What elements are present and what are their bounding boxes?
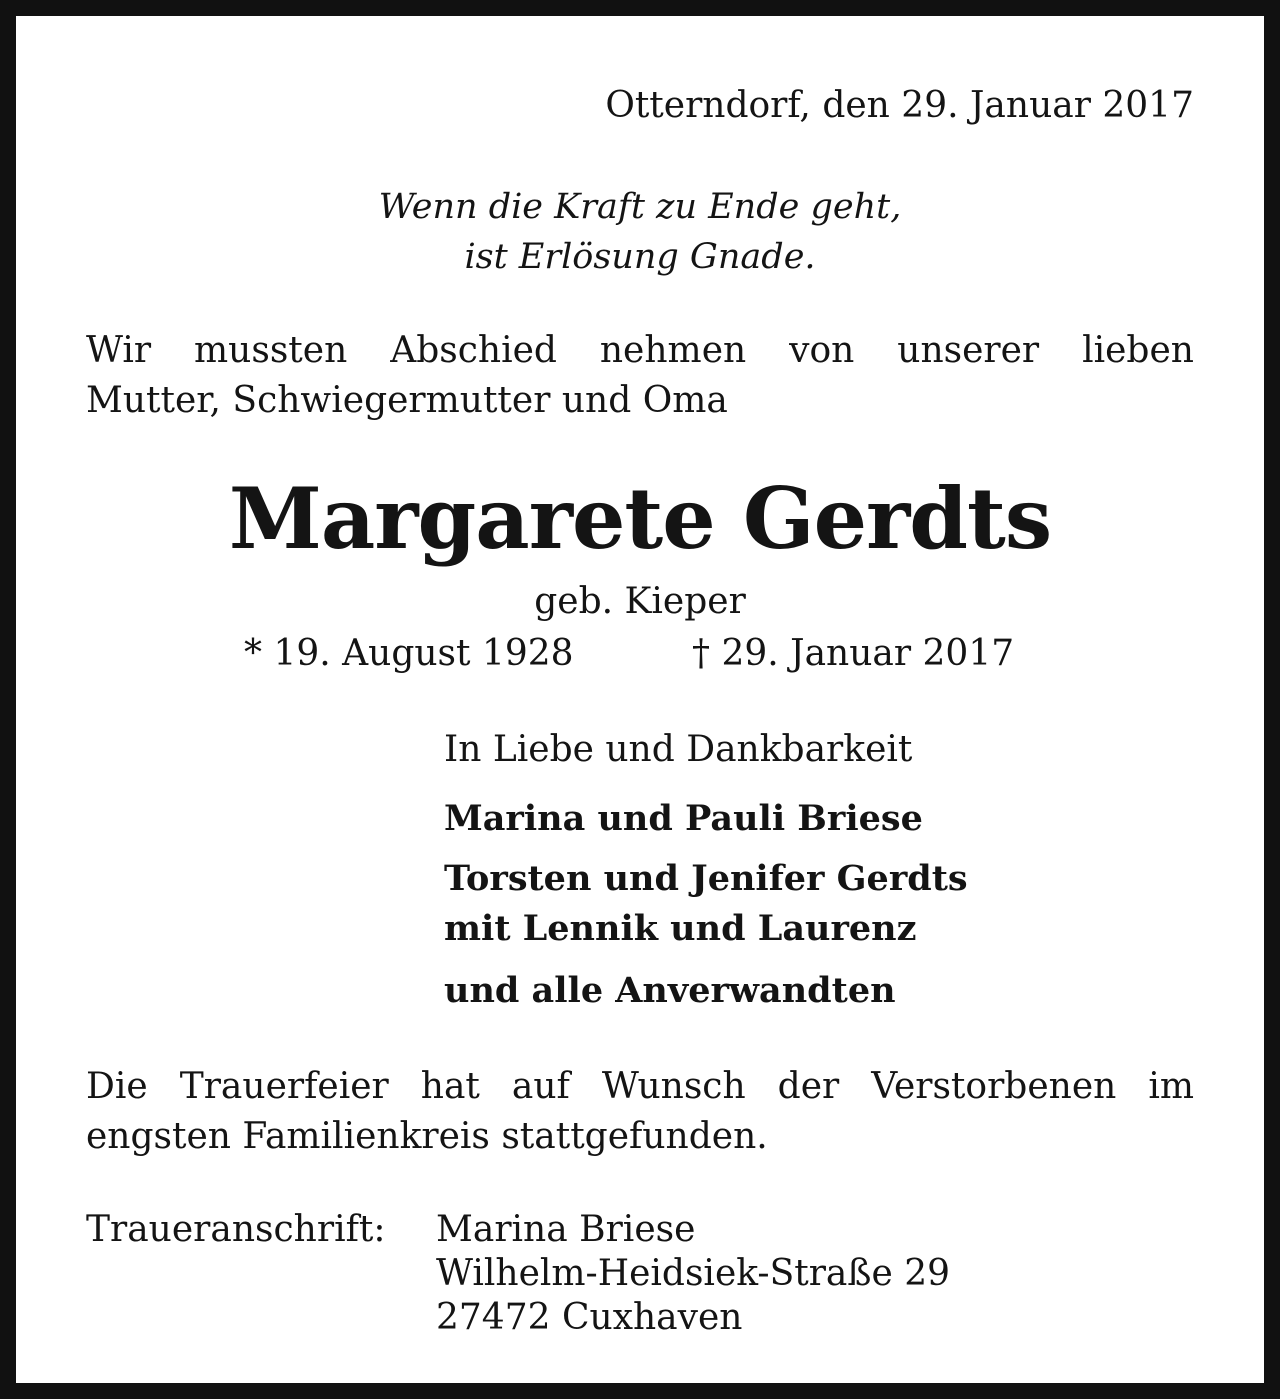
intro-word: Abschied <box>390 330 557 371</box>
verse-line: Wenn die Kraft zu Ende geht, <box>378 187 902 227</box>
ceremony-line-1 <box>86 1062 1194 1112</box>
ceremony-word: im <box>1148 1066 1194 1107</box>
ceremony-word: auf <box>511 1066 570 1107</box>
love-line: In Liebe und Dankbarkeit <box>444 729 913 770</box>
family-line: Marina und Pauli Briese <box>444 798 923 839</box>
intro-word: mussten <box>194 330 348 371</box>
family-line: und alle Anverwandten <box>444 970 896 1011</box>
ceremony-word: Wunsch <box>601 1066 746 1107</box>
ceremony-word: Die <box>86 1066 148 1107</box>
intro-line-1 <box>86 326 1194 376</box>
ceremony-line-2: engsten Familienkreis stattgefunden. <box>86 1116 768 1157</box>
ceremony-word: Trauerfeier <box>179 1066 389 1107</box>
address-line: 27472 Cuxhaven <box>436 1297 743 1338</box>
ceremony-text <box>86 1062 1194 1162</box>
intro-line-2: Mutter, Schwiegermutter und Oma <box>86 380 728 421</box>
address-label: Traueranschrift: <box>86 1209 386 1250</box>
intro-text <box>86 326 1194 426</box>
verse-line: ist Erlösung Gnade. <box>464 237 816 277</box>
place-date: Otterndorf, den 29. Januar 2017 <box>605 85 1194 126</box>
intro-word: unserer <box>897 330 1040 371</box>
ceremony-word: der <box>777 1066 840 1107</box>
birth-date: * 19. August 1928 <box>244 633 574 674</box>
family-line: Torsten und Jenifer Gerdts <box>444 858 968 899</box>
address-line: Marina Briese <box>436 1209 696 1250</box>
death-date: † 29. Januar 2017 <box>692 633 1015 674</box>
intro-word: von <box>789 330 855 371</box>
ceremony-word: hat <box>420 1066 480 1107</box>
address-line: Wilhelm-Heidsiek-Straße 29 <box>436 1253 951 1294</box>
ceremony-word: Verstorbenen <box>871 1066 1117 1107</box>
maiden-name: geb. Kieper <box>534 581 746 622</box>
deceased-name: Margarete Gerdts <box>228 469 1052 568</box>
intro-word: lieben <box>1082 330 1194 371</box>
family-line: mit Lennik und Laurenz <box>444 908 917 949</box>
verse <box>16 182 1264 282</box>
intro-word: Wir <box>86 330 152 371</box>
intro-word: nehmen <box>599 330 747 371</box>
